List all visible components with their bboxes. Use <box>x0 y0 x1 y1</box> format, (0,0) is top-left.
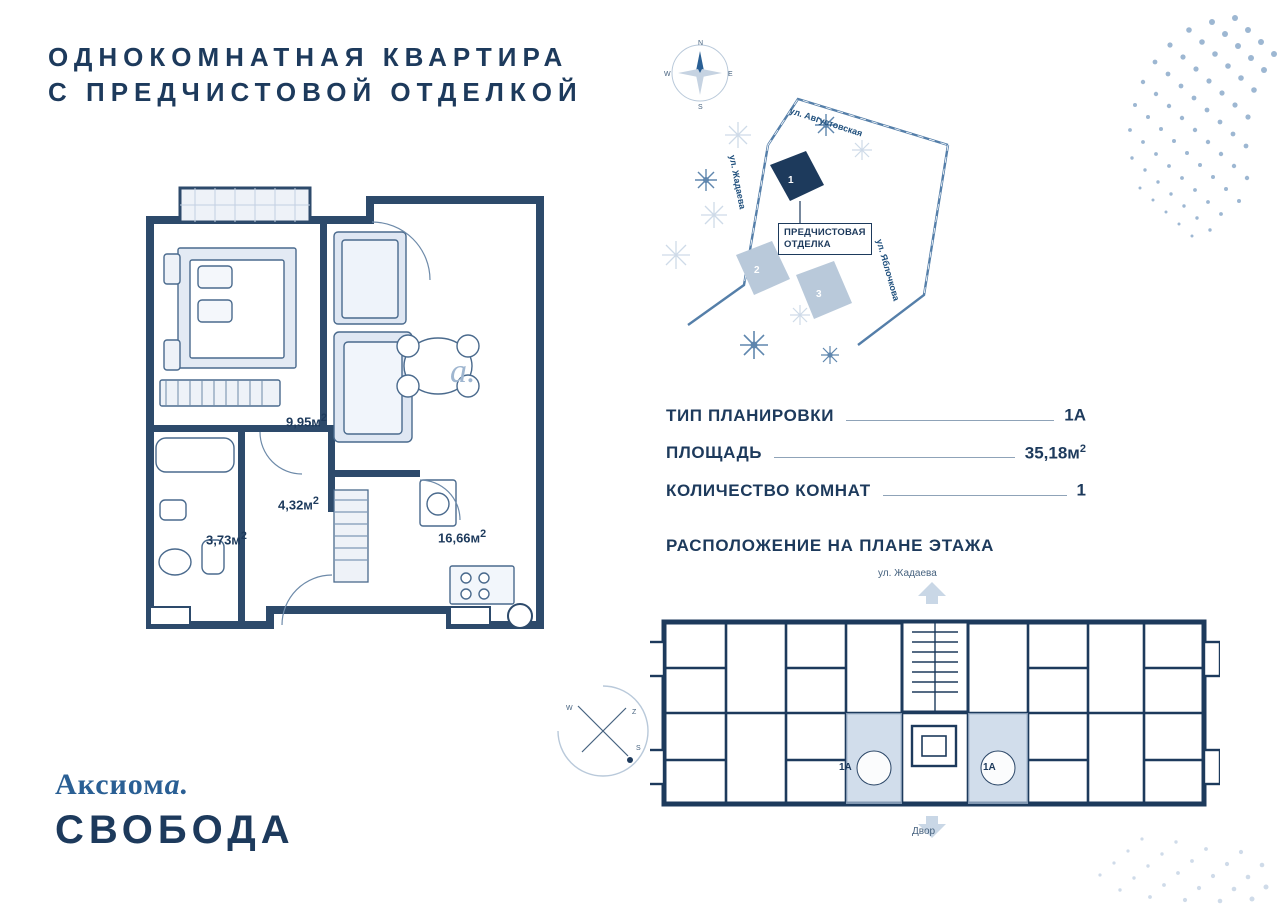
street-label-zhadaeva: ул. Жадаева <box>727 154 748 210</box>
direction-arrow-up <box>918 582 946 604</box>
wall-kitchen-left <box>328 470 420 477</box>
wall-vertical-bedroom <box>320 220 327 432</box>
apartment-plan-svg <box>120 170 590 650</box>
svg-text:Z: Z <box>632 709 637 716</box>
area-label-living-room: $9,95м^2$ <box>286 412 327 430</box>
svg-text:W: W <box>566 705 573 712</box>
site-map-svg <box>648 25 978 385</box>
building-3-label: 3 <box>816 289 822 300</box>
bedroom-furniture <box>160 248 296 406</box>
floor-plan-schematic <box>650 570 1220 850</box>
spec-value-rooms: 1 <box>1076 480 1086 500</box>
area-label-kitchen: $16,66м^2$ <box>438 528 487 546</box>
badge-line-2: ОТДЕЛКА <box>784 238 831 250</box>
spec-dash <box>774 457 1015 458</box>
page-title-line-1: ОДНОКОМНАТНАЯ КВАРТИРА <box>48 42 569 72</box>
unit-tag-bubble-left <box>857 751 891 785</box>
decorative-dots-top <box>980 0 1280 300</box>
brand-logo-top <box>55 768 295 802</box>
brand-name-italic: a. <box>164 768 190 801</box>
spec-row-area <box>666 443 1086 464</box>
floor-bottom-label: Двор <box>912 826 936 837</box>
living-furniture <box>334 232 412 442</box>
watermark-letter: a. <box>450 353 476 390</box>
hall-wardrobe <box>334 490 368 582</box>
area-label-bathroom: $3,73м^2$ <box>206 530 247 548</box>
svg-text:E: E <box>728 71 733 78</box>
area-label-hall: $4,32м^2$ <box>278 495 319 513</box>
page-title <box>48 40 668 110</box>
badge-line-1: ПРЕДЧИСТОВАЯ <box>784 227 866 238</box>
unit-tag-left: 1А <box>839 762 852 773</box>
floor-plan-schematic-svg <box>650 570 1220 850</box>
svg-text:S: S <box>698 104 703 111</box>
page-title-line-2: С ПРЕДЧИСТОВОЙ ОТДЕЛКОЙ <box>48 77 583 108</box>
floor-top-street-label: ул. Жадаева <box>878 568 937 579</box>
brand-name-main: Аксиом <box>55 768 165 801</box>
building-2-label: 2 <box>754 265 760 276</box>
svg-text:N: N <box>698 40 704 47</box>
spec-dash <box>846 420 1054 421</box>
svg-text:W: W <box>664 71 671 78</box>
spec-label-area: ПЛОЩАДЬ <box>666 443 763 463</box>
site-location-map <box>648 25 978 385</box>
brand-logo-bottom: СВОБОДА <box>55 808 295 852</box>
spec-label-rooms: КОЛИЧЕСТВО КОМНАТ <box>666 480 871 500</box>
brand-logo <box>55 768 295 853</box>
spec-value-area: $35,18м^2$ <box>1024 442 1086 463</box>
finish-type-badge <box>778 223 872 255</box>
unit-tag-right: 1А <box>983 762 996 773</box>
building-shape-1 <box>770 151 824 201</box>
apartment-floor-plan <box>120 170 590 650</box>
spec-dash <box>883 495 1067 496</box>
wall-bath-left <box>238 432 245 625</box>
svg-text:S: S <box>636 745 641 752</box>
street-label-avgustovskaya: ул. Августовская <box>788 105 864 139</box>
spec-value-plan-type: 1А <box>1064 405 1086 425</box>
building-1-label: 1 <box>788 175 794 186</box>
street-label-yablochkova: ул. Яблочкова <box>874 237 902 303</box>
spec-label-plan-type: ТИП ПЛАНИРОВКИ <box>666 405 835 425</box>
specs-list <box>666 405 1086 518</box>
spec-row-rooms <box>666 480 1086 501</box>
site-compass-icon <box>664 40 733 111</box>
floor-location-heading: РАСПОЛОЖЕНИЕ НА ПЛАНЕ ЭТАЖА <box>666 536 995 555</box>
spec-row-plan-type <box>666 405 1086 426</box>
floor-compass-icon <box>548 676 658 786</box>
